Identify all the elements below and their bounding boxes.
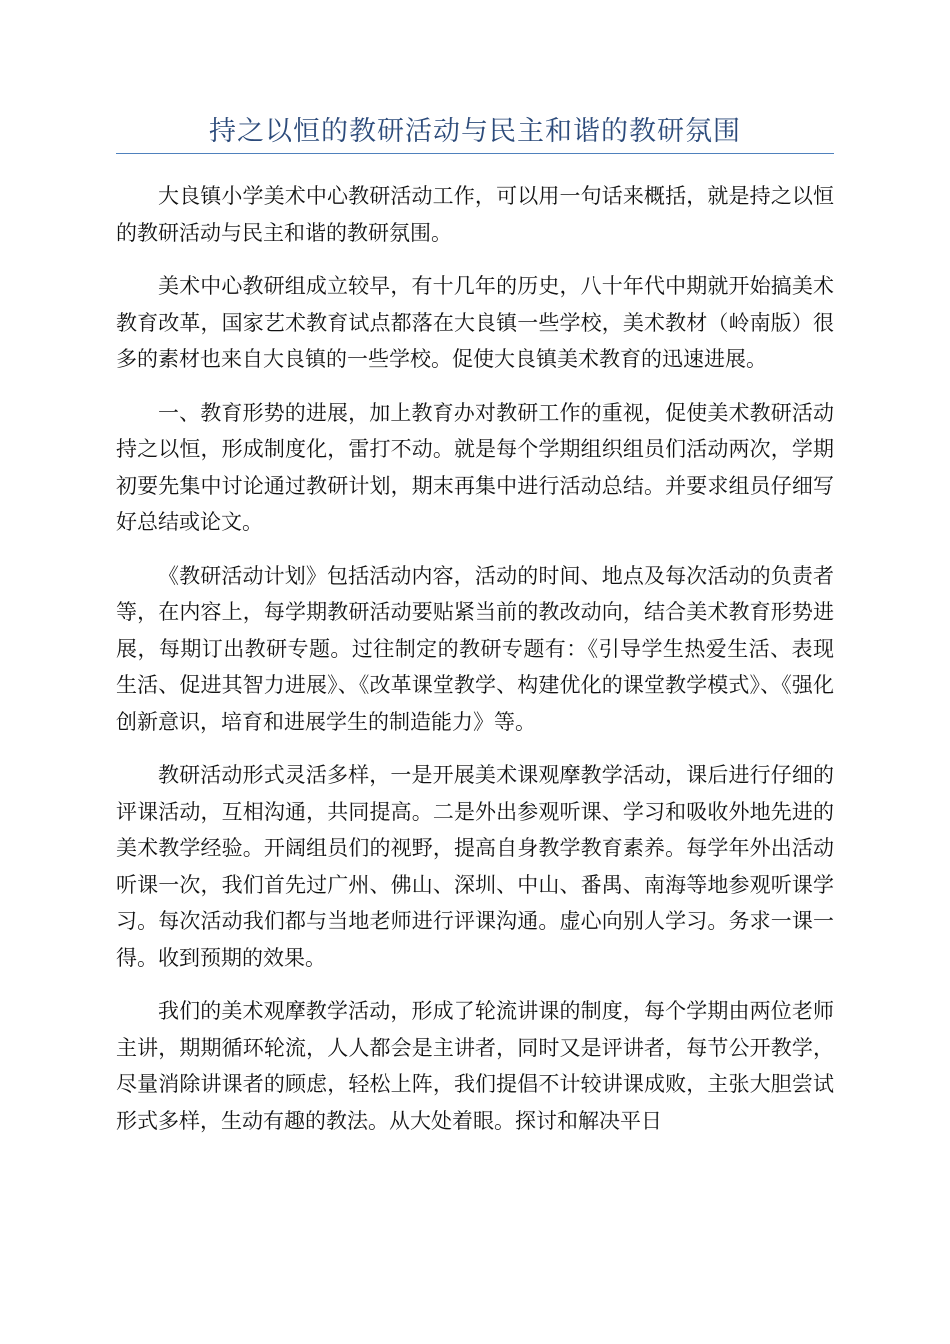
document-body [116,178,834,1156]
paragraph: 美术中心教研组成立较早，有十几年的历史，八十年代中期就开始搞美术教育改革，国家艺术教育试点都落在大良镇一些学校，美术教材（岭南版）很多的素材也来自大良镇的一些学校。促使大良镇美术教育的迅速进展。 [116,274,834,371]
paragraph: 教研活动形式灵活多样，一是开展美术课观摩教学活动，课后进行仔细的评课活动，互相沟通，共同提高。二是外出参观听课、学习和吸收外地先进的美术教学经验。开阔组员们的视野，提高自身教学教育素养。每学年外出活动听课一次，我们首先过广州、佛山、深圳、中山、番禺、南海等地参观听课学习。每次活动我们都与当地老师进行评课沟通。虚心向别人学习。务求一课一得。收到预期的效果。 [116,763,834,970]
paragraph: 《教研活动计划》包括活动内容，活动的时间、地点及每次活动的负责者等，在内容上，每学期教研活动要贴紧当前的教改动向，结合美术教育形势进展，每期订出教研专题。过往制定的教研专题有：《引导学生热爱生活、表现生活、促进其智力进展》、《改革课堂教学、构建优化的课堂教学模式》、《强化创新意识，培育和进展学生的制造能力》等。 [116,563,834,734]
document-title: 持之以恒的教研活动与民主和谐的教研氛围 [209,116,741,147]
title-underline [116,153,834,154]
paragraph: 一、教育形势的进展，加上教育办对教研工作的重视，促使美术教研活动持之以恒，形成制度化，雷打不动。就是每个学期组织组员们活动两次，学期初要先集中讨论通过教研计划，期末再集中进行活动总结。并要求组员仔细写好总结或论文。 [116,400,834,534]
paragraph: 大良镇小学美术中心教研活动工作，可以用一句话来概括，就是持之以恒的教研活动与民主和谐的教研氛围。 [116,184,834,245]
paragraph: 我们的美术观摩教学活动，形成了轮流讲课的制度，每个学期由两位老师主讲，期期循环轮流，人人都会是主讲者，同时又是评讲者，每节公开教学，尽量消除讲课者的顾虑，轻松上阵，我们提倡不计较讲课成败，主张大胆尝试形式多样，生动有趣的教法。从大处着眼。探讨和解决平日 [116,999,834,1133]
